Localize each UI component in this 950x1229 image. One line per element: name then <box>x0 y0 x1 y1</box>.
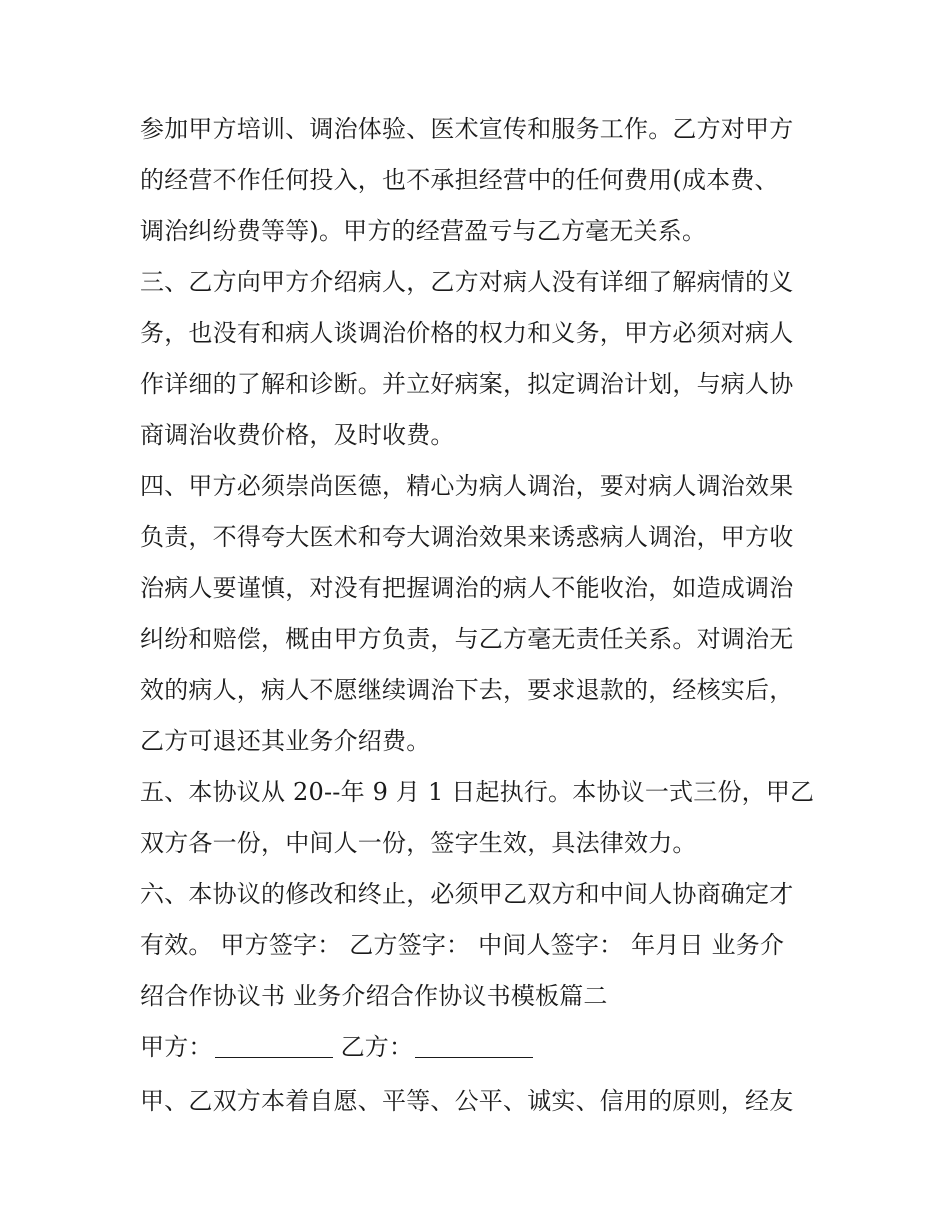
text-line: 绍合作协议书 业务介绍合作协议书模板篇二 <box>140 982 608 1010</box>
text-line: 商调治收费价格，及时收费。 <box>140 421 455 449</box>
text-line: 乙方可退还其业务介绍费。 <box>140 727 431 755</box>
text-line: 有效。 甲方签字： 乙方签字： 中间人签字： 年月日 业务介 <box>140 931 785 959</box>
text-line: 作详细的了解和诊断。并立好病案，拟定调治计划，与病人协 <box>140 370 794 398</box>
document-body <box>140 104 830 1127</box>
party-a-blank <box>215 1035 333 1058</box>
party-line <box>140 1022 830 1073</box>
text-line: 治病人要谨慎，对没有把握调治的病人不能收治，如造成调治 <box>140 574 794 602</box>
text-line: 负责，不得夸大医术和夸大调治效果来诱惑病人调治，甲方收 <box>140 523 794 551</box>
text-line: 五、本协议从 20--年 9 月 1 日起执行。本协议一式三份，甲乙 <box>140 778 815 806</box>
text-line: 效的病人，病人不愿继续调治下去，要求退款的，经核实后， <box>140 676 794 704</box>
party-b-label: 乙方： <box>340 1033 414 1061</box>
text-line: 三、乙方向甲方介绍病人，乙方对病人没有详细了解病情的义 <box>140 268 794 296</box>
text-line: 甲、乙双方本着自愿、平等、公平、诚实、信用的原则，经友 <box>140 1087 794 1115</box>
text-line: 纠纷和赔偿，概由甲方负责，与乙方毫无责任关系。对调治无 <box>140 625 794 653</box>
party-b-blank <box>415 1035 533 1058</box>
text-line: 六、本协议的修改和终止，必须甲乙双方和中间人协商确定才 <box>140 880 794 908</box>
text-line: 调治纠纷费等等)。甲方的经营盈亏与乙方毫无关系。 <box>140 217 707 245</box>
text-line: 务，也没有和病人谈调治价格的权力和义务，甲方必须对病人 <box>140 319 794 347</box>
text-line: 的经营不作任何投入，也不承担经营中的任何费用(成本费、 <box>140 166 779 194</box>
text-line: 参加甲方培训、调治体验、医术宣传和服务工作。乙方对甲方 <box>140 115 794 143</box>
party-a-label: 甲方： <box>140 1033 213 1061</box>
text-line: 双方各一份，中间人一份，签字生效，具法律效力。 <box>140 829 697 857</box>
text-line: 四、甲方必须崇尚医德，精心为病人调治，要对病人调治效果 <box>140 472 794 500</box>
